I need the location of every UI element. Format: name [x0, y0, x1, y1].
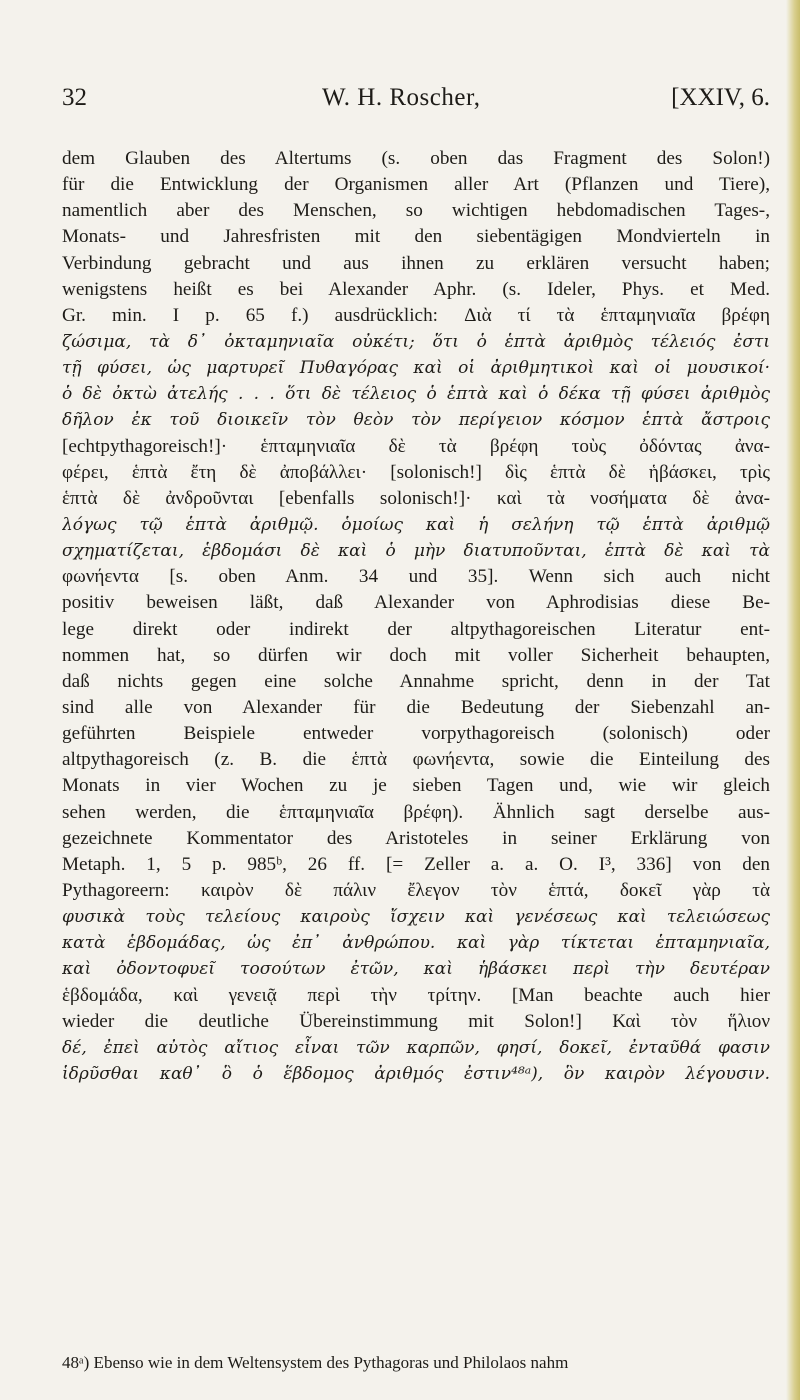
text-line: wieder die deutliche Übereinstimmung mit Solon!] Καὶ τὸν ἥλιον [62, 1010, 770, 1032]
greek-text-line: ἱδρῦσθαι καθ᾽ ὃ ὁ ἕβδομος ἀριθμός ἐστιν⁴⁸ᵃ), ὃν καιρὸν λέγουσιν. [62, 1063, 770, 1084]
text-line: φωνήεντα [s. oben Anm. 34 und 35]. Wenn sich auch nicht [62, 566, 770, 588]
running-header [62, 80, 770, 120]
text-line: Gr. min. I p. 65 f.) ausdrücklich: Διὰ τί τὰ ἑπταμηνιαῖα βρέφη [62, 304, 770, 326]
text-line: sehen werden, die ἑπταμηνιαῖα βρέφη). Ähnlich sagt derselbe aus- [62, 801, 770, 823]
text-line: gezeichnete Kommentator des Aristoteles in seiner Erklärung von [62, 827, 770, 849]
text-line: geführten Beispiele entweder vorpythagoreisch (solonisch) oder [62, 723, 770, 745]
greek-text-line: καὶ ὀδοντοφυεῖ τοσούτων ἐτῶν, καὶ ἡβάσκει περὶ τὴν δευτέραν [62, 959, 770, 980]
text-line: Metaph. 1, 5 p. 985ᵇ, 26 ff. [= Zeller a. a. O. I³, 336] von den [62, 853, 770, 875]
text-line: sind alle von Alexander für die Bedeutung der Siebenzahl an- [62, 696, 770, 718]
text-line: Pythagoreern: καιρὸν δὲ πάλιν ἔλεγον τὸν ἑπτά, δοκεῖ γὰρ τὰ [62, 879, 770, 901]
section-marker: [XXIV, 6. [671, 84, 770, 111]
text-line: positiv beweisen läßt, daß Alexander von Aphrodisias diese Be- [62, 592, 770, 614]
text-line: daß nichts gegen eine solche Annahme spricht, denn in der Tat [62, 670, 770, 692]
greek-text-line: δῆλον ἐκ τοῦ διοικεῖν τὸν θεὸν τὸν περίγειον κόσμον ἑπτὰ ἄστροις [62, 410, 770, 431]
page-number: 32 [62, 84, 87, 111]
greek-text-line: ζώσιμα, τὰ δ᾽ ὀκταμηνιαῖα οὐκέτι; ὅτι ὁ ἑπτὰ ἀριθμὸς τέλειός ἐστι [62, 331, 770, 352]
greek-text-line: σχηματίζεται, ἑβδομάσι δὲ καὶ ὁ μὴν διατυποῦνται, ἑπτὰ δὲ καὶ τὰ [62, 541, 770, 562]
text-line: für die Entwicklung der Organismen aller Art (Pflanzen und Tiere), [62, 174, 770, 196]
body-text [62, 146, 770, 1087]
text-line: ἑπτὰ δὲ ἀνδροῦνται [ebenfalls solonisch!]· καὶ τὰ νοσήματα δὲ ἀνα- [62, 487, 770, 509]
greek-text-line: φυσικὰ τοὺς τελείους καιροὺς ἴσχειν καὶ γενέσεως καὶ τελειώσεως [62, 907, 770, 928]
text-line: Verbindung gebracht und aus ihnen zu erklären versucht haben; [62, 252, 770, 274]
text-line: lege direkt oder indirekt der altpythagoreischen Literatur ent- [62, 618, 770, 640]
greek-text-line: ὁ δὲ ὀκτὼ ἀτελής . . . ὅτι δὲ τέλειος ὁ ἑπτὰ καὶ ὁ δέκα τῇ φύσει ἀριθμὸς [62, 384, 770, 405]
footnote: 48ᵃ) Ebenso wie in dem Weltensystem des Pythagoras und Philolaos nahm [62, 1353, 569, 1372]
text-line: φέρει, ἑπτὰ ἔτη δὲ ἀποβάλλει· [solonisch!] δὶς ἑπτὰ δὲ ἡβάσκει, τρὶς [62, 461, 770, 483]
binding-edge [786, 0, 800, 1400]
text-line: altpythagoreisch (z. B. die ἑπτὰ φωνήεντα, sowie die Einteilung des [62, 749, 770, 771]
greek-text-line: λόγως τῷ ἑπτὰ ἀριθμῷ. ὁμοίως καὶ ἡ σελήνη τῷ ἑπτὰ ἀριθμῷ [62, 514, 770, 535]
running-author: W. H. Roscher, [322, 84, 481, 111]
greek-text-line: δέ, ἐπεὶ αὐτὸς αἴτιος εἶναι τῶν καρπῶν, φησί, δοκεῖ, ἐνταῦθά φασιν [62, 1037, 770, 1058]
text-line: ἑβδομάδα, καὶ γενειᾷ περὶ τὴν τρίτην. [Man beachte auch hier [62, 984, 770, 1006]
text-line: Monats- und Jahresfristen mit den siebentägigen Mondvierteln in [62, 226, 770, 248]
text-line: namentlich aber des Menschen, so wichtigen hebdomadischen Tages-, [62, 200, 770, 222]
text-line: Monats in vier Wochen zu je sieben Tagen und, wie wir gleich [62, 775, 770, 797]
greek-text-line: τῇ φύσει, ὡς μαρτυρεῖ Πυθαγόρας καὶ οἱ ἀριθμητικοὶ καὶ οἱ μουσικοί· [62, 358, 770, 379]
text-line: [echtpythagoreisch!]· ἑπταμηνιαῖα δὲ τὰ βρέφη τοὺς ὀδόντας ἀνα- [62, 435, 770, 457]
text-line: dem Glauben des Altertums (s. oben das Fragment des Solon!) [62, 148, 770, 169]
greek-text-line: κατὰ ἑβδομάδας, ὡς ἐπ᾽ ἀνθρώπου. καὶ γὰρ τίκτεται ἑπταμηνιαῖα, [62, 933, 770, 954]
text-line: wenigstens heißt es bei Alexander Aphr. (s. Ideler, Phys. et Med. [62, 278, 770, 300]
text-line: nommen hat, so dürfen wir doch mit voller Sicherheit behaupten, [62, 644, 770, 666]
